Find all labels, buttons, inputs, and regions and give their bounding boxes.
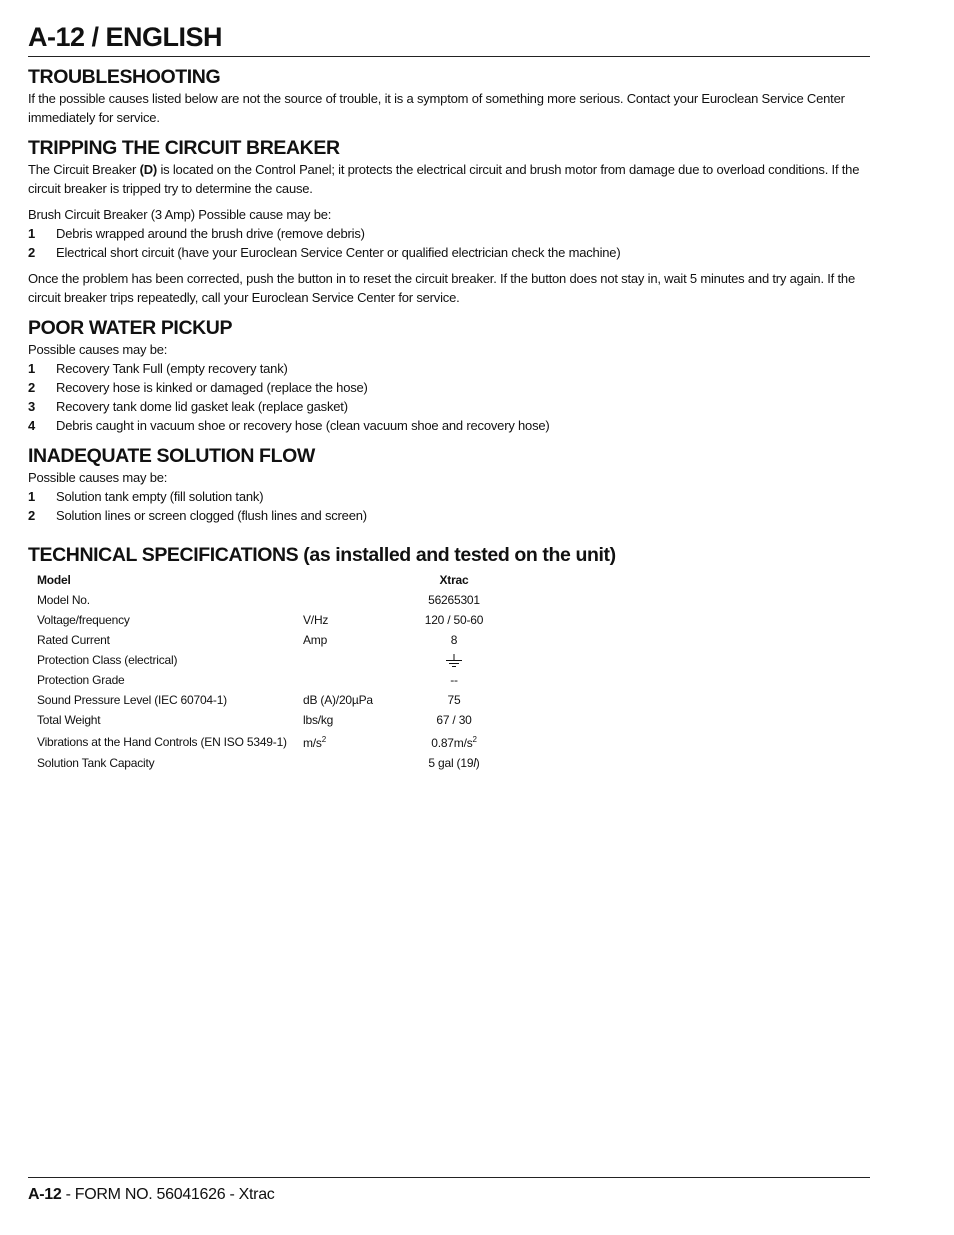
list-item: 1 Solution tank empty (fill solution tank)	[28, 489, 264, 504]
footer-rule	[28, 1177, 870, 1178]
circuit-breaker-outro: Once the problem has been corrected, push the button in to reset the circuit breaker. If the button does not stay in, wait 5 minutes and try again. If the circuit breaker trips repeatedly, call your Euroclean Service Center for service.	[28, 271, 855, 305]
circuit-breaker-lead: Brush Circuit Breaker (3 Amp) Possible cause may be:	[28, 207, 332, 222]
troubleshooting-heading: TROUBLESHOOTING	[28, 66, 221, 88]
troubleshooting-text: If the possible causes listed below are not the source of trouble, it is a symptom of something more serious. Contact your Euroclean Service Center immediately for service.	[28, 91, 845, 125]
specs-table	[37, 570, 495, 773]
list-item: 2 Solution lines or screen clogged (flush lines and screen)	[28, 508, 367, 523]
table-header-row: Model Xtrac	[37, 573, 469, 587]
page-content	[28, 20, 870, 773]
table-row: Sound Pressure Level (IEC 60704-1) dB (A)/20µPa 75	[37, 693, 461, 707]
list-item: 2 Recovery hose is kinked or damaged (replace the hose)	[28, 380, 368, 395]
page-footer: A-12 - FORM NO. 56041626 - Xtrac	[28, 1186, 275, 1203]
list-item: 4 Debris caught in vacuum shoe or recovery hose (clean vacuum shoe and recovery hose)	[28, 418, 550, 433]
circuit-breaker-intro: The Circuit Breaker (D) is located on the Control Panel; it protects the electrical circuit and brush motor from damage due to overload conditions. If the circuit breaker is tripped try to determine the cause.	[28, 162, 860, 196]
table-row: Protection Class (electrical)	[37, 650, 495, 670]
list-item: 1 Debris wrapped around the brush drive (remove debris)	[28, 226, 365, 241]
table-row: Protection Grade --	[37, 673, 458, 687]
ground-symbol-icon	[445, 654, 463, 668]
solution-flow-heading: INADEQUATE SOLUTION FLOW	[28, 445, 315, 467]
table-row: Voltage/frequency V/Hz 120 / 50-60	[37, 613, 484, 627]
table-row: Total Weight lbs/kg 67 / 30	[37, 713, 472, 727]
table-row: Vibrations at the Hand Controls (EN ISO 5349-1) $m/s^2$ $0.87m/s^2$	[37, 734, 477, 750]
table-row: Rated Current Amp 8	[37, 633, 458, 647]
water-pickup-heading: POOR WATER PICKUP	[28, 317, 233, 339]
solution-flow-lead: Possible causes may be:	[28, 470, 168, 485]
table-row: Solution Tank Capacity 5 gal (19l)	[37, 756, 480, 770]
circuit-breaker-heading: TRIPPING THE CIRCUIT BREAKER	[28, 137, 340, 159]
list-item: 2 Electrical short circuit (have your Euroclean Service Center or qualified electrician check the machine)	[28, 245, 621, 260]
water-pickup-lead: Possible causes may be:	[28, 342, 168, 357]
list-item: 1 Recovery Tank Full (empty recovery tank)	[28, 361, 288, 376]
page-title: A-12 / ENGLISH	[28, 22, 223, 52]
table-row: Model No. 56265301	[37, 593, 480, 607]
list-item: 3 Recovery tank dome lid gasket leak (replace gasket)	[28, 399, 348, 414]
specs-heading: TECHNICAL SPECIFICATIONS (as installed and tested on the unit)	[28, 544, 616, 566]
